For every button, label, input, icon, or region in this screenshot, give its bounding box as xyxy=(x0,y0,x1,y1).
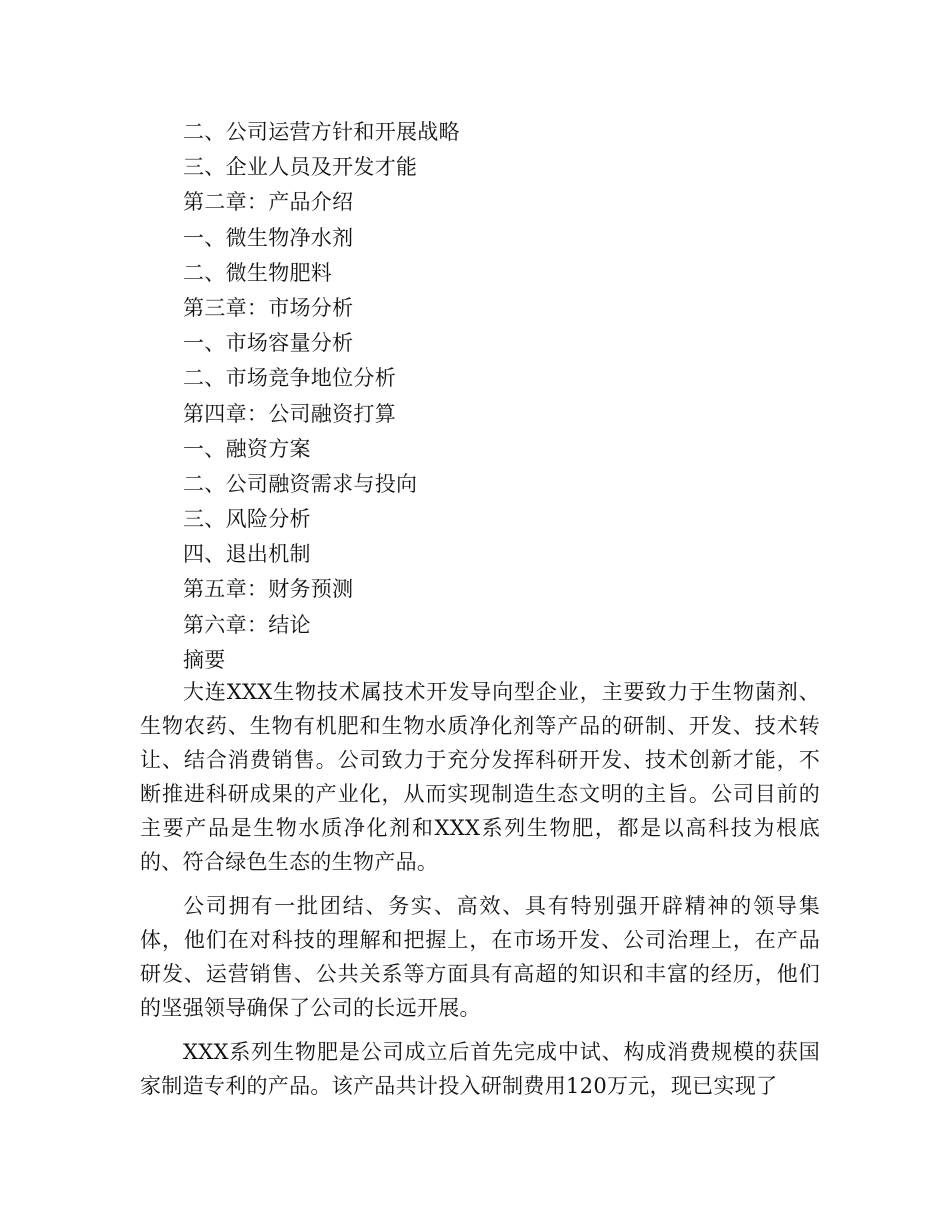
toc-item: 二、市场竞争地位分析 xyxy=(183,366,396,391)
paragraph: 大连XXX生物技术属技术开发导向型企业，主要致力于生物菌剂、生物农药、生物有机肥和生物水质净化剂等产品的研制、开发、技术转让、结合消费销售。公司致力于充分发挥科研开发、技术创新才能，不断推进科研成果的产业化，从而实现制造生态文明的主旨。公司目前的主要产品是生物水质净化剂和XXX系列生物肥，都是以高科技为根底的、符合绿色生态的生物产品。 xyxy=(140,680,820,874)
paragraph: XXX系列生物肥是公司成立后首先完成中试、构成消费规模的获国家制造专利的产品。该产品共计投入研制费用120万元，现已实现了 xyxy=(140,1040,820,1098)
toc-item: 三、企业人员及开发才能 xyxy=(183,155,418,180)
toc-item: 第二章：产品介绍 xyxy=(183,190,354,215)
toc-item: 第三章：市场分析 xyxy=(183,295,354,320)
toc-item: 一、微生物净水剂 xyxy=(183,225,354,250)
table-of-contents xyxy=(183,115,460,678)
toc-item: 一、市场容量分析 xyxy=(183,331,354,356)
toc-item: 第六章：结论 xyxy=(183,612,311,637)
toc-item: 二、公司融资需求与投向 xyxy=(183,471,418,496)
toc-item: 一、融资方案 xyxy=(183,436,311,461)
toc-item: 三、风险分析 xyxy=(183,507,311,532)
toc-item: 二、微生物肥料 xyxy=(183,260,333,285)
toc-item: 第四章：公司融资打算 xyxy=(183,401,396,426)
abstract-body xyxy=(140,675,820,1113)
abstract-heading: 摘要 xyxy=(183,647,226,672)
paragraph: 公司拥有一批团结、务实、高效、具有特别强开辟精神的领导集体，他们在对科技的理解和把握上，在市场开发、公司治理上，在产品研发、运营销售、公共关系等方面具有高超的知识和丰富的经历，他们的坚强领导确保了公司的长远开展。 xyxy=(140,894,820,1020)
toc-item: 二、公司运营方针和开展战略 xyxy=(183,120,460,144)
toc-item: 第五章：财务预测 xyxy=(183,577,354,602)
toc-item: 四、退出机制 xyxy=(183,542,311,567)
